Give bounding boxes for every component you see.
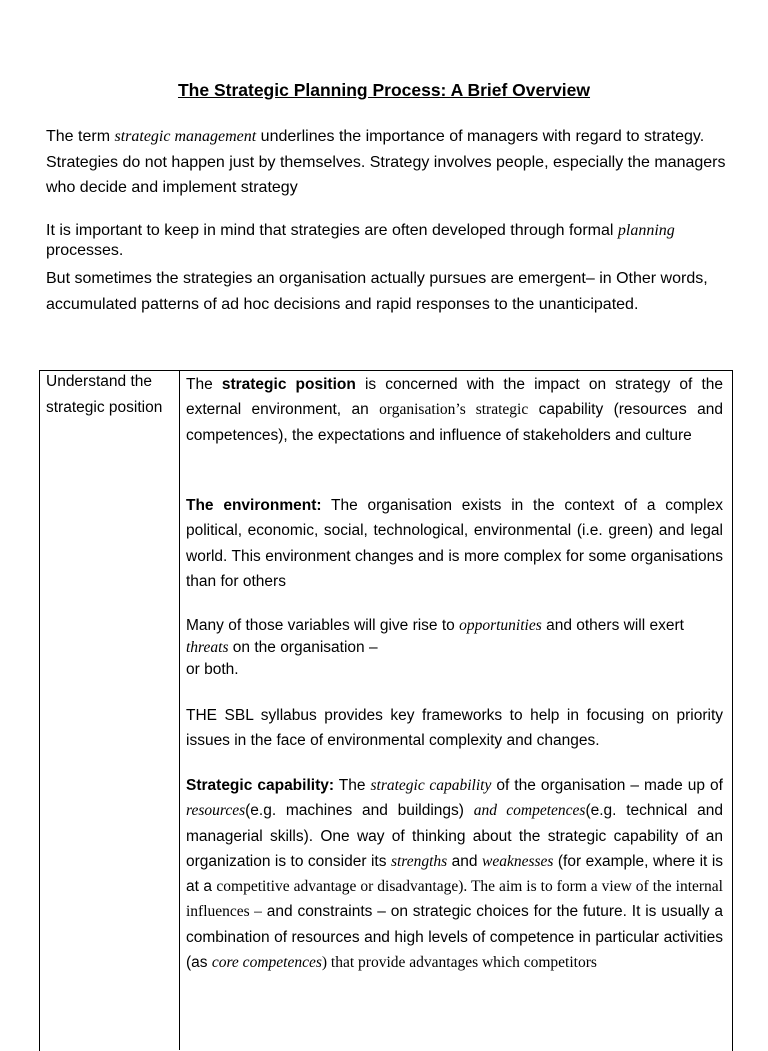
intro-paragraph-1 xyxy=(46,124,741,201)
text-run: Many of those variables will give rise to xyxy=(186,617,460,634)
strategic-position-paragraph xyxy=(186,372,723,448)
text-run: (e.g. technical and managerial skills). One way of thinking about the strategic capability of an organization is to consider its xyxy=(186,802,723,870)
title-text: The Strategic Planning Process: A Brief Overview xyxy=(177,80,591,100)
table-left-cell: Understand the strategic position xyxy=(46,373,163,416)
bold-environment: The environment: xyxy=(186,497,322,514)
text-run: The organisation exists in the context of a complex political, economic, social, technological, environmental (i.e. green) and legal world. This environment changes and is more complex for some organisations than for others xyxy=(186,497,723,590)
emphasis-opportunities: opportunities xyxy=(459,617,542,634)
text-run: on the organisation – xyxy=(228,639,378,656)
text-run: and constraints – on strategic choices for the future. It is usually a combination of resources and high levels of competence in particular activities (as xyxy=(186,903,723,972)
table-column-divider xyxy=(179,370,180,1050)
text-run: The xyxy=(334,777,371,794)
text-run: is concerned with the impact on strategy of the external environment, an xyxy=(186,376,724,419)
emphasis-weaknesses: weaknesses xyxy=(481,852,554,870)
bold-strategic-position: strategic position xyxy=(221,376,356,393)
serif-run: competitive advantage or disadvantage). The aim is to form a view of the internal influences – xyxy=(186,878,723,921)
text-run: of the organisation – made up of xyxy=(491,777,723,794)
emphasis-strategic-management: strategic management xyxy=(114,128,257,145)
document-title xyxy=(0,80,768,101)
text-run: processes. xyxy=(46,242,124,259)
emphasis-strengths: strengths xyxy=(390,852,448,870)
variables-paragraph xyxy=(186,615,723,681)
text-run: The term xyxy=(46,128,115,145)
emphasis-planning: planning xyxy=(617,222,675,239)
text-run: The xyxy=(186,376,222,393)
sbl-paragraph: THE SBL syllabus provides key frameworks to help in focusing on priority issues in the face of environmental complexity and changes. xyxy=(186,707,723,750)
emphasis-resources: resources xyxy=(186,802,246,820)
text-run: and others will exert xyxy=(541,617,684,634)
text-run: underlines the importance of managers with regard to strategy. Strategies do not happen just by themselves. Strategy involves people, especially the managers who decide and implement strategy xyxy=(46,128,726,196)
serif-run: organisation’s strategic xyxy=(379,401,529,419)
text-run: (for example, where it is at a xyxy=(186,852,724,896)
text-run: It is important to keep in mind that strategies are often developed through formal xyxy=(46,222,618,239)
text-run: or both. xyxy=(186,661,239,678)
bold-strategic-capability: Strategic capability: xyxy=(186,777,335,794)
strategic-capability-paragraph xyxy=(186,773,723,975)
text-run: and xyxy=(447,852,482,870)
intro-paragraph-3: But sometimes the strategies an organisation actually pursues are emergent– in Other words, accumulated patterns of ad hoc decisions and rapid responses to the unanticipated. xyxy=(46,270,708,313)
emphasis-threats: threats xyxy=(186,639,229,656)
emphasis-core-competences: core competences xyxy=(211,954,322,972)
text-run: (e.g. machines and buildings) xyxy=(245,802,474,820)
intro-paragraph-2 xyxy=(46,221,741,261)
serif-run: ) that provide advantages which competitors xyxy=(321,954,597,972)
emphasis-competences: and competences xyxy=(473,802,586,820)
emphasis-strategic-capability: strategic capability xyxy=(370,777,492,794)
environment-paragraph xyxy=(186,493,723,594)
text-run: capability (resources and competences), the expectations and influence of stakeholders and culture xyxy=(186,401,724,444)
